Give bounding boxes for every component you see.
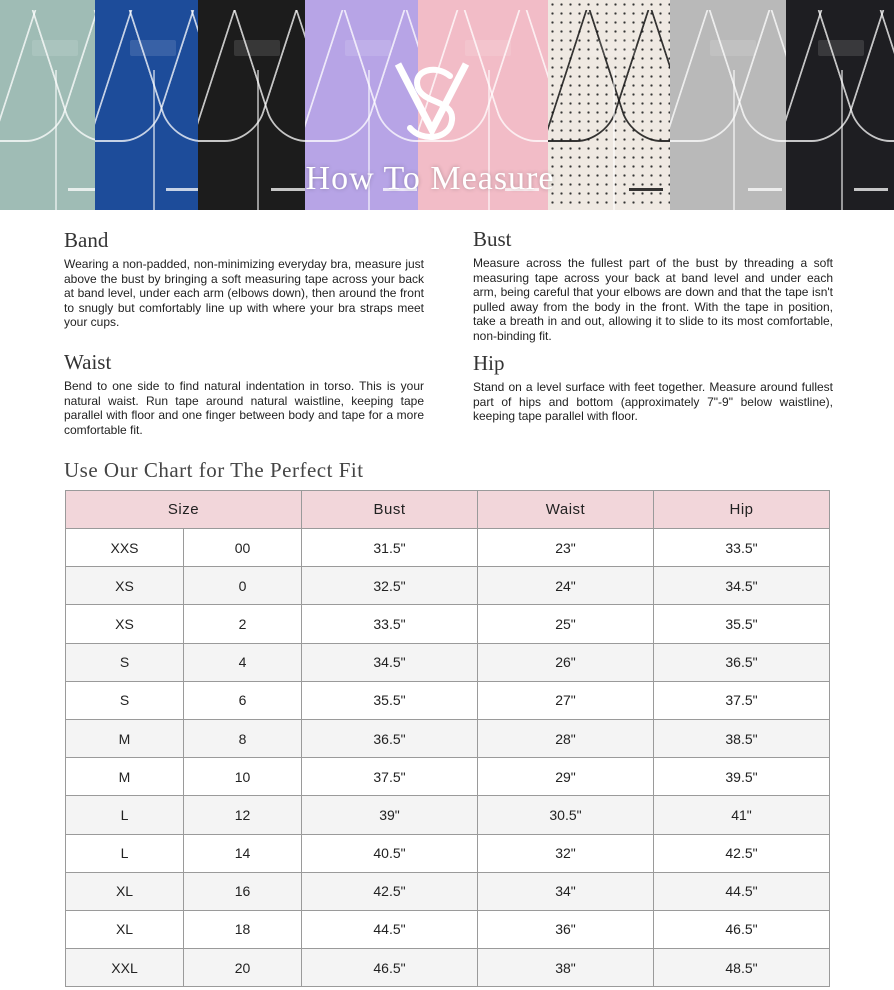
cell-size: M bbox=[66, 758, 184, 796]
hip-text: Stand on a level surface with feet together. Measure around fullest part of hips and bottom (approximately 7"-9" below waistline), keeping tape parallel with floor. bbox=[473, 380, 833, 424]
cell-waist: 32" bbox=[478, 834, 654, 872]
cell-waist: 36" bbox=[478, 910, 654, 948]
cell-waist: 25" bbox=[478, 605, 654, 643]
chart-heading: Use Our Chart for The Perfect Fit bbox=[64, 458, 364, 482]
cell-num: 4 bbox=[184, 643, 302, 681]
table-row bbox=[66, 681, 830, 719]
cell-waist: 24" bbox=[478, 567, 654, 605]
hip-section bbox=[473, 351, 833, 424]
table-row bbox=[66, 567, 830, 605]
band-text: Wearing a non-padded, non-minimizing everyday bra, measure just above the bust by bringing a soft measuring tape across your back at band level, under each arm (elbows down), then around the front to snugly but comfortably line up with where your bra straps meet your cups. bbox=[64, 257, 424, 330]
table-row bbox=[66, 643, 830, 681]
cell-num: 6 bbox=[184, 681, 302, 719]
table-row bbox=[66, 758, 830, 796]
cell-size: L bbox=[66, 796, 184, 834]
cell-num: 10 bbox=[184, 758, 302, 796]
bust-section bbox=[473, 227, 833, 344]
cell-waist: 23" bbox=[478, 529, 654, 567]
cell-waist: 28" bbox=[478, 719, 654, 757]
table-header-row bbox=[66, 491, 830, 529]
cell-bust: 32.5" bbox=[302, 567, 478, 605]
cell-hip: 37.5" bbox=[654, 681, 830, 719]
cell-size: XS bbox=[66, 605, 184, 643]
hero-banner bbox=[0, 0, 894, 210]
band-section bbox=[64, 228, 424, 330]
cell-bust: 42.5" bbox=[302, 872, 478, 910]
cell-size: XL bbox=[66, 872, 184, 910]
cell-bust: 44.5" bbox=[302, 910, 478, 948]
table-row bbox=[66, 872, 830, 910]
cell-bust: 46.5" bbox=[302, 949, 478, 987]
table-row bbox=[66, 910, 830, 948]
neck-label bbox=[130, 40, 176, 56]
waist-section bbox=[64, 350, 424, 437]
size-chart-table bbox=[65, 490, 830, 987]
cell-bust: 33.5" bbox=[302, 605, 478, 643]
table-row bbox=[66, 834, 830, 872]
cell-bust: 34.5" bbox=[302, 643, 478, 681]
cell-num: 8 bbox=[184, 719, 302, 757]
cell-num: 12 bbox=[184, 796, 302, 834]
table-row bbox=[66, 949, 830, 987]
cell-hip: 38.5" bbox=[654, 719, 830, 757]
table-row bbox=[66, 529, 830, 567]
cell-num: 00 bbox=[184, 529, 302, 567]
cell-bust: 36.5" bbox=[302, 719, 478, 757]
hip-heading: Hip bbox=[473, 351, 505, 375]
cell-num: 0 bbox=[184, 567, 302, 605]
cell-waist: 27" bbox=[478, 681, 654, 719]
cell-size: S bbox=[66, 681, 184, 719]
cell-hip: 46.5" bbox=[654, 910, 830, 948]
cell-bust: 40.5" bbox=[302, 834, 478, 872]
neck-label bbox=[710, 40, 756, 56]
cell-hip: 34.5" bbox=[654, 567, 830, 605]
cell-waist: 38" bbox=[478, 949, 654, 987]
cell-hip: 39.5" bbox=[654, 758, 830, 796]
cell-waist: 30.5" bbox=[478, 796, 654, 834]
vs-monogram-logo bbox=[392, 56, 472, 146]
header-waist: Waist bbox=[478, 491, 654, 529]
bust-heading: Bust bbox=[473, 227, 512, 251]
neck-label bbox=[590, 40, 636, 56]
cell-hip: 41" bbox=[654, 796, 830, 834]
waist-text: Bend to one side to find natural indentation in torso. This is your natural waist. Run tape around natural waistline, keeping tape parallel with floor and one finger between body and tape for a more comfortable fit. bbox=[64, 379, 424, 437]
neck-label bbox=[465, 40, 511, 56]
header-hip: Hip bbox=[654, 491, 830, 529]
cell-size: XL bbox=[66, 910, 184, 948]
cell-hip: 33.5" bbox=[654, 529, 830, 567]
cell-waist: 26" bbox=[478, 643, 654, 681]
neck-label bbox=[234, 40, 280, 56]
cell-hip: 44.5" bbox=[654, 872, 830, 910]
table-row bbox=[66, 605, 830, 643]
cell-num: 20 bbox=[184, 949, 302, 987]
cell-bust: 31.5" bbox=[302, 529, 478, 567]
neck-label bbox=[818, 40, 864, 56]
cell-num: 14 bbox=[184, 834, 302, 872]
cell-size: XS bbox=[66, 567, 184, 605]
cell-waist: 29" bbox=[478, 758, 654, 796]
cell-bust: 37.5" bbox=[302, 758, 478, 796]
cell-waist: 34" bbox=[478, 872, 654, 910]
header-size: Size bbox=[66, 491, 302, 529]
cell-size: L bbox=[66, 834, 184, 872]
cell-num: 18 bbox=[184, 910, 302, 948]
neck-label bbox=[32, 40, 78, 56]
neck-label bbox=[345, 40, 391, 56]
cell-hip: 35.5" bbox=[654, 605, 830, 643]
cell-num: 16 bbox=[184, 872, 302, 910]
table-row bbox=[66, 719, 830, 757]
page-title: How To Measure bbox=[305, 160, 555, 197]
cell-hip: 36.5" bbox=[654, 643, 830, 681]
cell-hip: 42.5" bbox=[654, 834, 830, 872]
cell-bust: 35.5" bbox=[302, 681, 478, 719]
cell-bust: 39" bbox=[302, 796, 478, 834]
cell-size: M bbox=[66, 719, 184, 757]
table-row bbox=[66, 796, 830, 834]
band-heading: Band bbox=[64, 228, 109, 252]
cell-size: S bbox=[66, 643, 184, 681]
bust-text: Measure across the fullest part of the bust by threading a soft measuring tape across your back at band level and under each arm, being careful that your elbows are down and that the tape isn't pulled away from the body in the front. With the tape in position, take a breath in and out, allowing it to slide to its most comfortable, non-binding fit. bbox=[473, 256, 833, 343]
cell-hip: 48.5" bbox=[654, 949, 830, 987]
cell-size: XXL bbox=[66, 949, 184, 987]
waist-heading: Waist bbox=[64, 350, 112, 374]
header-bust: Bust bbox=[302, 491, 478, 529]
cell-size: XXS bbox=[66, 529, 184, 567]
cell-num: 2 bbox=[184, 605, 302, 643]
